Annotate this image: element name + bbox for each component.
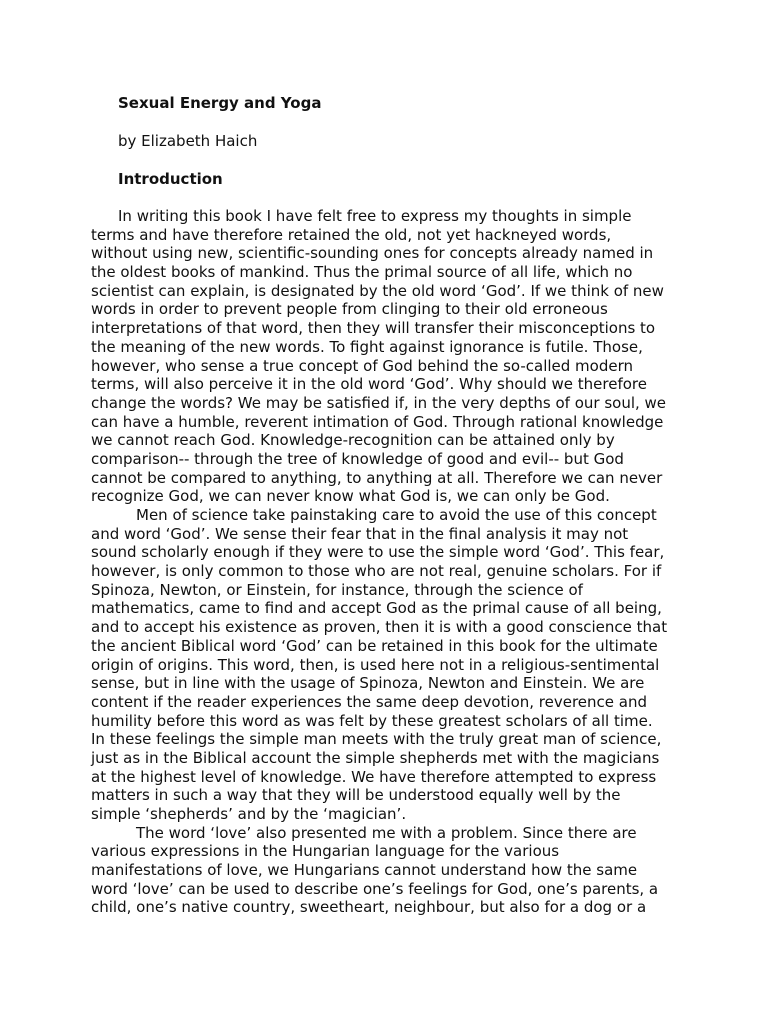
body-text-line: comparison-- through the tree of knowledge of good and evil-- but God [91, 449, 624, 468]
body-text-line: the meaning of the new words. To fight against ignorance is futile. Those, [91, 337, 643, 356]
body-text-line: In these feelings the simple man meets with the truly great man of science, [91, 730, 662, 749]
body-text-line: origin of origins. This word, then, is used here not in a religious-sentimental [91, 655, 660, 674]
body-text-line: various expressions in the Hungarian language for the various [91, 842, 560, 861]
body-text-line: interpretations of that word, then they will transfer their misconceptions to [91, 319, 656, 338]
body-text-line: recognize God, we can never know what God is, we can only be God. [91, 487, 610, 506]
body-text-line: and word ‘God’. We sense their fear that in the final analysis it may not [91, 524, 629, 543]
body-text-line: at the highest level of knowledge. We have therefore attempted to express [91, 767, 657, 786]
body-text-line: Men of science take painstaking care to avoid the use of this concept [136, 506, 657, 524]
document-title: Sexual Energy and Yoga [118, 94, 322, 112]
body-text-line: mathematics, came to find and accept God as the primal cause of all being, [91, 599, 662, 618]
body-text-line: just as in the Biblical account the simple shepherds met with the magicians [91, 748, 660, 767]
body-text-line: Spinoza, Newton, or Einstein, for instance, through the science of [91, 580, 583, 599]
body-text-line: the ancient Biblical word ‘God’ can be retained in this book for the ultimate [91, 636, 658, 655]
author-byline: by Elizabeth Haich [118, 132, 258, 150]
body-text-line: we cannot reach God. Knowledge-recognition can be attained only by [91, 431, 615, 450]
body-text [91, 207, 691, 917]
body-text-line: sense, but in line with the usage of Spinoza, Newton and Einstein. We are [91, 674, 645, 693]
body-text-line: change the words? We may be satisfied if, in the very depths of our soul, we [91, 393, 667, 412]
body-text-line: simple ‘shepherds’ and by the ‘magician’. [91, 805, 407, 823]
body-text-line: and to accept his existence as proven, then it is with a good conscience that [91, 618, 668, 637]
body-text-line: In writing this book I have felt free to express my thoughts in simple [118, 207, 632, 225]
body-text-line: manifestations of love, we Hungarians cannot understand how the same [91, 861, 638, 880]
body-text-line: the oldest books of mankind. Thus the primal source of all life, which no [91, 263, 633, 282]
body-text-line: sound scholarly enough if they were to use the simple word ‘God’. This fear, [91, 543, 665, 562]
body-text-line: content if the reader experiences the same deep devotion, reverence and [91, 692, 648, 711]
body-text-line: word ‘love’ can be used to describe one’s feelings for God, one’s parents, a [91, 879, 659, 898]
section-heading: Introduction [118, 170, 223, 188]
body-text-line: The word ‘love’ also presented me with a problem. Since there are [136, 823, 637, 842]
body-text-line: without using new, scientific-sounding ones for concepts already named in [91, 244, 654, 263]
body-text-line: child, one’s native country, sweetheart, neighbour, but also for a dog or a [91, 898, 647, 917]
body-text-line: cannot be compared to anything, to anything at all. Therefore we can never [91, 468, 663, 487]
body-text-line: terms and have therefore retained the old, not yet hackneyed words, [91, 225, 612, 244]
body-text-line: scientist can explain, is designated by the old word ‘God’. If we think of new [91, 281, 664, 300]
body-text-line: humility before this word as was felt by these greatest scholars of all time. [91, 711, 653, 730]
body-text-line: words in order to prevent people from clinging to their old erroneous [91, 300, 608, 319]
body-text-line: can have a humble, reverent intimation of God. Through rational knowledge [91, 412, 664, 431]
body-text-line: however, who sense a true concept of God behind the so-called modern [91, 356, 634, 375]
body-text-line: matters in such a way that they will be understood equally well by the [91, 786, 621, 805]
body-text-line: terms, will also perceive it in the old word ‘God’. Why should we therefore [91, 375, 647, 394]
body-text-line: however, is only common to those who are not real, genuine scholars. For if [91, 562, 662, 581]
